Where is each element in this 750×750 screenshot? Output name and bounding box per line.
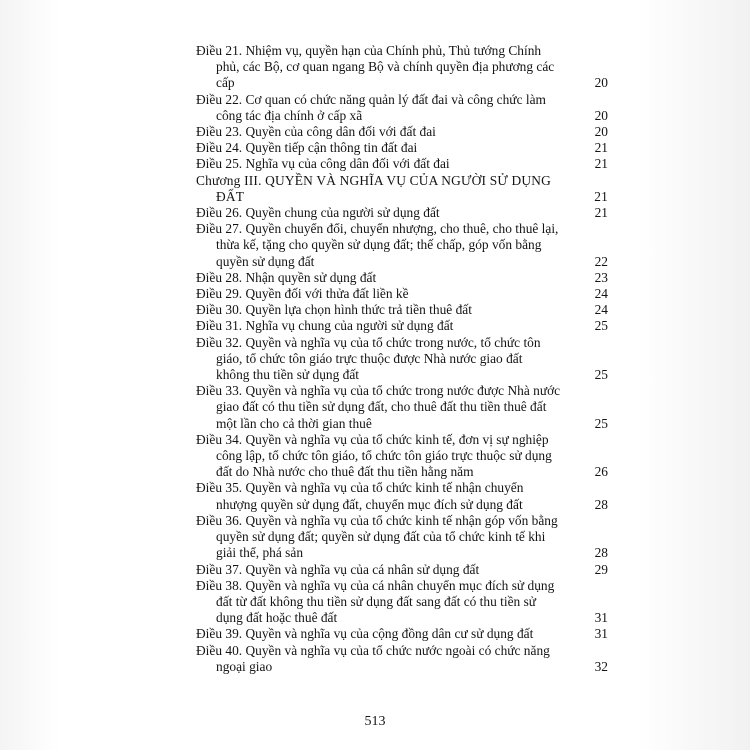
toc-entry-text-line: Điều 38. Quyền và nghĩa vụ của cá nhân chuyển mục đích sử dụng <box>196 577 555 593</box>
toc-entry-page-number: 24 <box>594 286 608 302</box>
toc-entry-text-line: phủ, các Bộ, cơ quan ngang Bộ và chính quyền địa phương các <box>216 59 555 75</box>
toc-entry-text-line: Điều 28. Nhận quyền sử dụng đất <box>196 269 377 285</box>
toc-entry-text-line: Điều 37. Quyền và nghĩa vụ của cá nhân sử dụng đất <box>196 561 480 577</box>
toc-entry-text-line: Điều 24. Quyền tiếp cận thông tin đất đai <box>196 140 418 156</box>
toc-entry-text-line: quyền sử dụng đất <box>216 253 315 269</box>
toc-entry-text-line: dụng đất hoặc thuê đất <box>216 610 338 626</box>
toc-entry-page-number: 20 <box>594 75 608 91</box>
toc-entry <box>196 124 608 140</box>
toc-entry-text-line: thừa kế, tặng cho quyền sử dụng đất; thế chấp, góp vốn bằng <box>216 237 542 253</box>
toc-entry-text-line: Điều 23. Quyền của công dân đối với đất đai <box>196 124 436 140</box>
toc-entry <box>196 221 608 270</box>
toc-entry-text-line: công tác địa chính ở cấp xã <box>216 107 363 123</box>
toc-entry <box>196 43 608 92</box>
toc-entry-page-number: 25 <box>594 415 608 431</box>
toc-entry <box>196 270 608 286</box>
toc-entry-page-number: 32 <box>594 658 608 674</box>
toc-entry-text-line: đất do Nhà nước cho thuê đất thu tiền hằng năm <box>216 464 474 480</box>
toc-entry-text-line: giải thể, phá sản <box>216 545 304 561</box>
toc-entry-page-number: 22 <box>594 253 608 269</box>
toc-entry-page-number: 24 <box>594 302 608 318</box>
toc-entry-text-line: Điều 40. Quyền và nghĩa vụ của tổ chức nước ngoài có chức năng <box>196 642 550 658</box>
toc-entry <box>196 205 608 221</box>
toc-chapter-entry <box>196 173 608 205</box>
toc-entry-page-number: 25 <box>594 318 608 334</box>
toc-entry-page-number: 20 <box>594 107 608 123</box>
toc-entry-text-line: Điều 22. Cơ quan có chức năng quản lý đất đai và công chức làm <box>196 91 546 107</box>
toc-entry-text-line: Điều 35. Quyền và nghĩa vụ của tổ chức kinh tế nhận chuyển <box>196 480 524 496</box>
toc-entry-page-number: 23 <box>594 269 608 285</box>
toc-entry-text-line: giao đất có thu tiền sử dụng đất, cho thuê đất thu tiền thuê đất <box>216 399 547 415</box>
toc-entry-page-number: 21 <box>594 140 608 156</box>
toc-entry <box>196 140 608 156</box>
toc-entry <box>196 383 608 432</box>
toc-entry <box>196 626 608 642</box>
toc-entry-page-number: 31 <box>594 610 608 626</box>
toc-entry-text-line: ngoại giao <box>216 658 273 674</box>
toc-entry <box>196 286 608 302</box>
toc-entry-page-number: 21 <box>594 188 608 204</box>
toc-entry-text-line: không thu tiền sử dụng đất <box>216 367 360 383</box>
toc-entry-text-line: Điều 34. Quyền và nghĩa vụ của tổ chức kinh tế, đơn vị sự nghiệp <box>196 431 549 447</box>
toc-entry-text-line: Điều 25. Nghĩa vụ của công dân đối với đất đai <box>196 156 450 172</box>
toc-entry-text-line: một lần cho cả thời gian thuê <box>216 415 372 431</box>
table-of-contents <box>196 43 608 675</box>
toc-entry-text-line: Điều 31. Nghĩa vụ chung của người sử dụng đất <box>196 318 454 334</box>
toc-entry <box>196 92 608 124</box>
toc-entry-text-line: Điều 21. Nhiệm vụ, quyền hạn của Chính phủ, Thủ tướng Chính <box>196 43 542 58</box>
toc-entry-page-number: 28 <box>594 545 608 561</box>
toc-entry <box>196 562 608 578</box>
page-number: 513 <box>364 714 386 729</box>
toc-entry <box>196 432 608 481</box>
toc-entry <box>196 156 608 172</box>
toc-entry-page-number: 25 <box>594 367 608 383</box>
toc-entry-text-line: giáo, tổ chức tôn giáo trực thuộc được Nhà nước giao đất <box>216 350 523 366</box>
toc-entry-text-line: Điều 27. Quyền chuyển đổi, chuyển nhượng, cho thuê, cho thuê lại, <box>196 221 559 237</box>
toc-entry-text-line: Điều 29. Quyền đối với thửa đất liền kề <box>196 286 409 302</box>
toc-entry <box>196 318 608 334</box>
toc-entry-page-number: 29 <box>594 561 608 577</box>
toc-entry-page-number: 26 <box>594 464 608 480</box>
toc-entry-text-line: nhượng quyền sử dụng đất, chuyển mục đích sử dụng đất <box>216 496 523 512</box>
toc-entry <box>196 335 608 384</box>
toc-entry-page-number: 20 <box>594 124 608 140</box>
toc-entry <box>196 513 608 562</box>
toc-entry <box>196 302 608 318</box>
toc-entry-page-number: 31 <box>594 626 608 642</box>
toc-entry-page-number: 28 <box>594 496 608 512</box>
toc-entry-text-line: Điều 36. Quyền và nghĩa vụ của tổ chức kinh tế nhận góp vốn bằng <box>196 512 558 528</box>
toc-entry-page-number: 21 <box>594 156 608 172</box>
toc-entry <box>196 643 608 675</box>
toc-entry <box>196 480 608 512</box>
toc-entry-text-line: công lập, tổ chức tôn giáo, tổ chức tôn giáo trực thuộc sử dụng <box>216 448 552 464</box>
toc-entry-text-line: Điều 26. Quyền chung của người sử dụng đất <box>196 205 440 221</box>
toc-entry <box>196 578 608 627</box>
toc-entry-page-number: 21 <box>594 205 608 221</box>
toc-entry-text-line: Điều 32. Quyền và nghĩa vụ của tổ chức trong nước, tổ chức tôn <box>196 334 541 350</box>
toc-entry-text-line: quyền sử dụng đất; quyền sử dụng đất của tổ chức kinh tế khi <box>216 529 546 545</box>
toc-entry-text-line: ĐẤT <box>216 188 245 204</box>
toc-entry-text-line: Chương III. QUYỀN VÀ NGHĨA VỤ CỦA NGƯỜI SỬ DỤNG <box>196 172 551 188</box>
toc-entry-text-line: cấp <box>216 75 235 91</box>
toc-entry-text-line: Điều 30. Quyền lựa chọn hình thức trả tiền thuê đất <box>196 302 472 318</box>
toc-entry-text-line: đất từ đất không thu tiền sử dụng đất sang đất có thu tiền sử <box>216 593 537 609</box>
toc-entry-text-line: Điều 39. Quyền và nghĩa vụ của cộng đồng dân cư sử dụng đất <box>196 626 534 642</box>
toc-entry-text-line: Điều 33. Quyền và nghĩa vụ của tổ chức trong nước được Nhà nước <box>196 383 561 399</box>
